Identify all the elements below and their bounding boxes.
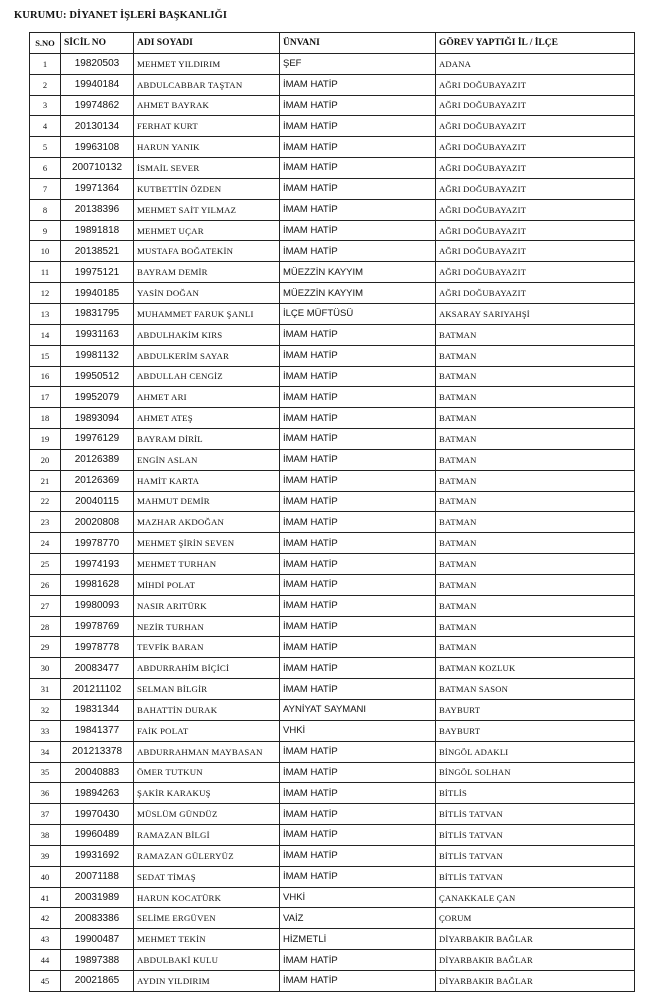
cell-sno: 40 (30, 866, 61, 887)
cell-location: BATMAN (436, 408, 635, 429)
cell-sno: 5 (30, 137, 61, 158)
cell-title: İMAM HATİP (280, 74, 436, 95)
document-title: KURUMU: DİYANET İŞLERİ BAŞKANLIĞI (14, 10, 228, 21)
cell-sno: 27 (30, 595, 61, 616)
cell-name: NEZİR TURHAN (134, 616, 280, 637)
cell-name: BAYRAM DEMİR (134, 262, 280, 283)
cell-sicil: 19950512 (61, 366, 134, 387)
cell-sno: 8 (30, 199, 61, 220)
cell-title: VAİZ (280, 908, 436, 929)
cell-sicil: 201211102 (61, 679, 134, 700)
table-row (30, 366, 635, 387)
cell-title: İMAM HATİP (280, 241, 436, 262)
column-header-title: ÜNVANI (280, 33, 436, 54)
cell-title: İMAM HATİP (280, 679, 436, 700)
cell-title: VHKİ (280, 887, 436, 908)
cell-name: AYDIN YILDIRIM (134, 970, 280, 991)
cell-title: İMAM HATİP (280, 366, 436, 387)
cell-sicil: 19893094 (61, 408, 134, 429)
table-row (30, 74, 635, 95)
table-body (30, 53, 635, 991)
cell-title: İMAM HATİP (280, 324, 436, 345)
personnel-table (29, 32, 635, 992)
table-row (30, 804, 635, 825)
table-row (30, 303, 635, 324)
cell-sno: 7 (30, 178, 61, 199)
cell-location: BATMAN (436, 512, 635, 533)
cell-name: MÜSLÜM GÜNDÜZ (134, 804, 280, 825)
cell-sno: 24 (30, 533, 61, 554)
cell-location: AĞRI DOĞUBAYAZIT (436, 116, 635, 137)
cell-location: AKSARAY SARIYAHŞİ (436, 303, 635, 324)
cell-sicil: 20040115 (61, 491, 134, 512)
cell-sno: 35 (30, 762, 61, 783)
cell-sicil: 19931692 (61, 845, 134, 866)
table-row (30, 283, 635, 304)
cell-sno: 4 (30, 116, 61, 137)
cell-title: İMAM HATİP (280, 491, 436, 512)
cell-sicil: 19831795 (61, 303, 134, 324)
cell-sicil: 19897388 (61, 950, 134, 971)
table-row (30, 116, 635, 137)
cell-sicil: 20130134 (61, 116, 134, 137)
cell-name: MAHMUT DEMİR (134, 491, 280, 512)
cell-sno: 20 (30, 449, 61, 470)
cell-location: BİTLİS TATVAN (436, 804, 635, 825)
cell-sno: 28 (30, 616, 61, 637)
cell-name: MEHMET TEKİN (134, 929, 280, 950)
cell-sno: 44 (30, 950, 61, 971)
cell-sno: 43 (30, 929, 61, 950)
cell-location: AĞRI DOĞUBAYAZIT (436, 262, 635, 283)
cell-sicil: 20021865 (61, 970, 134, 991)
cell-title: İMAM HATİP (280, 429, 436, 450)
cell-title: İMAM HATİP (280, 783, 436, 804)
cell-sicil: 19940184 (61, 74, 134, 95)
cell-title: İMAM HATİP (280, 199, 436, 220)
table-row (30, 908, 635, 929)
cell-sno: 42 (30, 908, 61, 929)
cell-sno: 17 (30, 387, 61, 408)
cell-sicil: 20138396 (61, 199, 134, 220)
cell-sno: 30 (30, 658, 61, 679)
cell-name: AHMET ARI (134, 387, 280, 408)
cell-location: AĞRI DOĞUBAYAZIT (436, 74, 635, 95)
cell-title: İMAM HATİP (280, 741, 436, 762)
cell-title: İMAM HATİP (280, 762, 436, 783)
cell-name: ABDULLAH CENGİZ (134, 366, 280, 387)
cell-sicil: 20083386 (61, 908, 134, 929)
cell-title: İMAM HATİP (280, 345, 436, 366)
cell-location: BAYBURT (436, 720, 635, 741)
cell-title: İMAM HATİP (280, 178, 436, 199)
cell-sno: 16 (30, 366, 61, 387)
cell-title: HİZMETLİ (280, 929, 436, 950)
table-row (30, 741, 635, 762)
cell-sicil: 19981628 (61, 574, 134, 595)
cell-sno: 36 (30, 783, 61, 804)
cell-sicil: 20071188 (61, 866, 134, 887)
table-row (30, 241, 635, 262)
cell-title: İLÇE MÜFTÜSÜ (280, 303, 436, 324)
cell-title: İMAM HATİP (280, 116, 436, 137)
cell-name: MEHMET SAİT YILMAZ (134, 199, 280, 220)
cell-sicil: 19978778 (61, 637, 134, 658)
cell-name: İSMAİL SEVER (134, 158, 280, 179)
cell-location: BATMAN (436, 637, 635, 658)
table-row (30, 950, 635, 971)
cell-location: AĞRI DOĞUBAYAZIT (436, 137, 635, 158)
cell-sno: 41 (30, 887, 61, 908)
cell-sicil: 19975121 (61, 262, 134, 283)
table-row (30, 866, 635, 887)
cell-location: BATMAN (436, 449, 635, 470)
cell-name: BAYRAM DİRİL (134, 429, 280, 450)
cell-sno: 45 (30, 970, 61, 991)
cell-title: İMAM HATİP (280, 825, 436, 846)
cell-title: İMAM HATİP (280, 158, 436, 179)
cell-location: DİYARBAKIR BAĞLAR (436, 950, 635, 971)
table-row (30, 95, 635, 116)
cell-sno: 15 (30, 345, 61, 366)
table-row (30, 574, 635, 595)
column-header-name: ADI SOYADI (134, 33, 280, 54)
cell-location: BATMAN SASON (436, 679, 635, 700)
cell-sno: 33 (30, 720, 61, 741)
table-row (30, 178, 635, 199)
table-row (30, 825, 635, 846)
cell-title: İMAM HATİP (280, 658, 436, 679)
cell-sno: 11 (30, 262, 61, 283)
cell-sno: 29 (30, 637, 61, 658)
cell-title: İMAM HATİP (280, 616, 436, 637)
cell-location: AĞRI DOĞUBAYAZIT (436, 220, 635, 241)
cell-location: BATMAN (436, 366, 635, 387)
cell-sno: 39 (30, 845, 61, 866)
cell-name: ABDULBAKİ KULU (134, 950, 280, 971)
cell-name: RAMAZAN GÜLERYÜZ (134, 845, 280, 866)
cell-sno: 3 (30, 95, 61, 116)
cell-title: ŞEF (280, 53, 436, 74)
cell-sicil: 19974193 (61, 554, 134, 575)
cell-name: MEHMET ŞİRİN SEVEN (134, 533, 280, 554)
table-row (30, 533, 635, 554)
cell-location: DİYARBAKIR BAĞLAR (436, 970, 635, 991)
cell-name: MAZHAR AKDOĞAN (134, 512, 280, 533)
table-row (30, 512, 635, 533)
cell-name: ÖMER TUTKUN (134, 762, 280, 783)
cell-sicil: 19974862 (61, 95, 134, 116)
cell-sicil: 20083477 (61, 658, 134, 679)
cell-name: SELMAN BİLGİR (134, 679, 280, 700)
table-header-row (30, 33, 635, 54)
table-row (30, 595, 635, 616)
cell-title: İMAM HATİP (280, 512, 436, 533)
table-row (30, 700, 635, 721)
cell-name: MUHAMMET FARUK ŞANLI (134, 303, 280, 324)
table-row (30, 262, 635, 283)
cell-location: BATMAN (436, 533, 635, 554)
cell-location: BATMAN (436, 595, 635, 616)
cell-sicil: 200710132 (61, 158, 134, 179)
cell-location: BİTLİS TATVAN (436, 845, 635, 866)
cell-location: AĞRI DOĞUBAYAZIT (436, 158, 635, 179)
cell-name: FERHAT KURT (134, 116, 280, 137)
cell-name: ŞAKİR KARAKUŞ (134, 783, 280, 804)
cell-title: VHKİ (280, 720, 436, 741)
column-header-sicil: SİCİL NO (61, 33, 134, 54)
cell-name: KUTBETTİN ÖZDEN (134, 178, 280, 199)
cell-sicil: 19894263 (61, 783, 134, 804)
table-row (30, 324, 635, 345)
table-row (30, 720, 635, 741)
cell-sno: 31 (30, 679, 61, 700)
column-header-location: GÖREV YAPTIĞI İL / İLÇE (436, 33, 635, 54)
cell-name: ABDULKERİM SAYAR (134, 345, 280, 366)
cell-sicil: 19841377 (61, 720, 134, 741)
cell-sicil: 19820503 (61, 53, 134, 74)
cell-title: İMAM HATİP (280, 595, 436, 616)
cell-location: BİNGÖL SOLHAN (436, 762, 635, 783)
cell-location: BATMAN KOZLUK (436, 658, 635, 679)
cell-sicil: 19931163 (61, 324, 134, 345)
cell-sno: 37 (30, 804, 61, 825)
cell-title: İMAM HATİP (280, 95, 436, 116)
cell-name: ABDURRAHMAN MAYBASAN (134, 741, 280, 762)
cell-sicil: 19976129 (61, 429, 134, 450)
table-row (30, 387, 635, 408)
cell-sicil: 20040883 (61, 762, 134, 783)
cell-sicil: 20126389 (61, 449, 134, 470)
cell-name: FAİK POLAT (134, 720, 280, 741)
cell-title: İMAM HATİP (280, 804, 436, 825)
cell-title: İMAM HATİP (280, 137, 436, 158)
cell-name: ABDULCABBAR TAŞTAN (134, 74, 280, 95)
cell-location: AĞRI DOĞUBAYAZIT (436, 199, 635, 220)
cell-name: SELİME ERGÜVEN (134, 908, 280, 929)
cell-name: RAMAZAN BİLGİ (134, 825, 280, 846)
table-row (30, 220, 635, 241)
cell-name: MEHMET YILDIRIM (134, 53, 280, 74)
cell-name: YASİN DOĞAN (134, 283, 280, 304)
cell-location: AĞRI DOĞUBAYAZIT (436, 241, 635, 262)
cell-name: MUSTAFA BOĞATEKİN (134, 241, 280, 262)
cell-sicil: 19960489 (61, 825, 134, 846)
cell-title: İMAM HATİP (280, 866, 436, 887)
cell-sicil: 19891818 (61, 220, 134, 241)
table-row (30, 637, 635, 658)
table-row (30, 554, 635, 575)
cell-location: BATMAN (436, 470, 635, 491)
cell-sno: 9 (30, 220, 61, 241)
table-row (30, 345, 635, 366)
cell-title: İMAM HATİP (280, 470, 436, 491)
cell-sicil: 19978769 (61, 616, 134, 637)
cell-title: İMAM HATİP (280, 408, 436, 429)
cell-sno: 10 (30, 241, 61, 262)
cell-sno: 14 (30, 324, 61, 345)
cell-sicil: 19980093 (61, 595, 134, 616)
cell-name: ABDULHAKİM KIRS (134, 324, 280, 345)
cell-sno: 12 (30, 283, 61, 304)
cell-sicil: 201213378 (61, 741, 134, 762)
table-row (30, 199, 635, 220)
cell-sno: 32 (30, 700, 61, 721)
cell-title: İMAM HATİP (280, 449, 436, 470)
cell-title: MÜEZZİN KAYYIM (280, 262, 436, 283)
table-row (30, 783, 635, 804)
cell-location: BATMAN (436, 616, 635, 637)
cell-title: AYNİYAT SAYMANI (280, 700, 436, 721)
cell-name: ABDURRAHİM BİÇİCİ (134, 658, 280, 679)
table-row (30, 53, 635, 74)
cell-sno: 2 (30, 74, 61, 95)
cell-location: AĞRI DOĞUBAYAZIT (436, 178, 635, 199)
cell-sicil: 20031989 (61, 887, 134, 908)
cell-location: BİTLİS TATVAN (436, 866, 635, 887)
cell-name: MEHMET TURHAN (134, 554, 280, 575)
table-row (30, 970, 635, 991)
table-row (30, 845, 635, 866)
cell-location: ÇORUM (436, 908, 635, 929)
table-row (30, 429, 635, 450)
cell-location: BİNGÖL ADAKLI (436, 741, 635, 762)
cell-name: SEDAT TİMAŞ (134, 866, 280, 887)
cell-sicil: 19952079 (61, 387, 134, 408)
cell-sicil: 20138521 (61, 241, 134, 262)
cell-title: MÜEZZİN KAYYIM (280, 283, 436, 304)
table-row (30, 929, 635, 950)
cell-sno: 34 (30, 741, 61, 762)
table-row (30, 762, 635, 783)
cell-sicil: 19940185 (61, 283, 134, 304)
cell-sicil: 19978770 (61, 533, 134, 554)
cell-sicil: 19963108 (61, 137, 134, 158)
cell-sno: 1 (30, 53, 61, 74)
cell-name: AHMET BAYRAK (134, 95, 280, 116)
cell-name: ENGİN ASLAN (134, 449, 280, 470)
cell-sno: 19 (30, 429, 61, 450)
cell-location: BATMAN (436, 554, 635, 575)
cell-location: BATMAN (436, 324, 635, 345)
cell-location: BAYBURT (436, 700, 635, 721)
cell-sno: 22 (30, 491, 61, 512)
table-row (30, 470, 635, 491)
cell-name: BAHATTİN DURAK (134, 700, 280, 721)
cell-name: NASIR ARITÜRK (134, 595, 280, 616)
cell-location: AĞRI DOĞUBAYAZIT (436, 95, 635, 116)
cell-title: İMAM HATİP (280, 950, 436, 971)
cell-sno: 13 (30, 303, 61, 324)
cell-title: İMAM HATİP (280, 387, 436, 408)
cell-sicil: 19900487 (61, 929, 134, 950)
table-row (30, 408, 635, 429)
table-row (30, 491, 635, 512)
cell-name: AHMET ATEŞ (134, 408, 280, 429)
cell-sno: 6 (30, 158, 61, 179)
cell-title: İMAM HATİP (280, 533, 436, 554)
cell-sno: 38 (30, 825, 61, 846)
cell-sicil: 20020808 (61, 512, 134, 533)
table-row (30, 616, 635, 637)
cell-title: İMAM HATİP (280, 574, 436, 595)
cell-title: İMAM HATİP (280, 554, 436, 575)
cell-location: BİTLİS TATVAN (436, 825, 635, 846)
cell-sno: 18 (30, 408, 61, 429)
cell-sicil: 19831344 (61, 700, 134, 721)
cell-title: İMAM HATİP (280, 845, 436, 866)
cell-name: MİHDİ POLAT (134, 574, 280, 595)
cell-location: AĞRI DOĞUBAYAZIT (436, 283, 635, 304)
cell-title: İMAM HATİP (280, 970, 436, 991)
cell-location: BATMAN (436, 429, 635, 450)
cell-name: HAMİT KARTA (134, 470, 280, 491)
cell-sicil: 20126369 (61, 470, 134, 491)
cell-sicil: 19970430 (61, 804, 134, 825)
cell-sno: 21 (30, 470, 61, 491)
table-row (30, 679, 635, 700)
cell-title: İMAM HATİP (280, 637, 436, 658)
cell-location: DİYARBAKIR BAĞLAR (436, 929, 635, 950)
cell-location: BATMAN (436, 387, 635, 408)
cell-name: HARUN KOCATÜRK (134, 887, 280, 908)
cell-name: TEVFİK BARAN (134, 637, 280, 658)
cell-sno: 25 (30, 554, 61, 575)
table-row (30, 887, 635, 908)
column-header-sno: S.NO (30, 33, 61, 54)
cell-location: BATMAN (436, 491, 635, 512)
cell-sicil: 19981132 (61, 345, 134, 366)
table-row (30, 449, 635, 470)
cell-location: BİTLİS (436, 783, 635, 804)
cell-sno: 23 (30, 512, 61, 533)
cell-name: HARUN YANIK (134, 137, 280, 158)
cell-title: İMAM HATİP (280, 220, 436, 241)
cell-location: ADANA (436, 53, 635, 74)
cell-name: MEHMET UÇAR (134, 220, 280, 241)
cell-location: BATMAN (436, 345, 635, 366)
table-row (30, 137, 635, 158)
cell-sicil: 19971364 (61, 178, 134, 199)
cell-sno: 26 (30, 574, 61, 595)
cell-location: BATMAN (436, 574, 635, 595)
cell-location: ÇANAKKALE ÇAN (436, 887, 635, 908)
table-row (30, 158, 635, 179)
table-row (30, 658, 635, 679)
